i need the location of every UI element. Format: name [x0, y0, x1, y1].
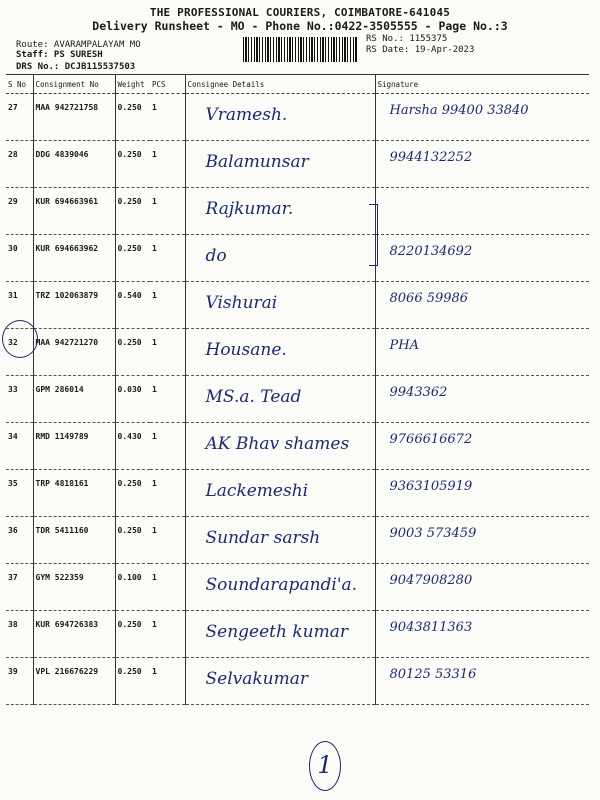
- cell-weight: [115, 611, 150, 658]
- table-row: [6, 235, 589, 282]
- cell-consignee-text: Rajkumar.: [205, 199, 294, 219]
- cell-pcs: [150, 517, 185, 564]
- cell-weight: [115, 235, 150, 282]
- page-title: THE PROFESSIONAL COURIERS, COIMBATORE-641045: [149, 6, 451, 19]
- cell-sno-text: 28: [8, 150, 18, 159]
- cell-sno: [6, 658, 33, 705]
- cell-pcs: [150, 329, 185, 376]
- cell-signature: [375, 282, 589, 329]
- cell-consignment-no-text: KUR 694663962: [35, 244, 99, 253]
- cell-consignee: [185, 188, 375, 235]
- cell-pcs-text: 1: [152, 103, 157, 112]
- cell-weight-text: 0.250: [117, 103, 142, 112]
- cell-weight: [115, 188, 150, 235]
- cell-consignee-text: Selvakumar: [205, 669, 309, 689]
- table-row: [6, 470, 589, 517]
- cell-consignee: [185, 94, 375, 141]
- cell-consignment-no-text: RMD 1149789: [35, 432, 89, 441]
- cell-consignee-text: Lackemeshi: [205, 481, 309, 501]
- cell-consignee: [185, 141, 375, 188]
- cell-signature-text: 9003 573459: [389, 526, 477, 541]
- cell-consignee-text: Sundar sarsh: [205, 528, 321, 548]
- cell-consignment-no-text: VPL 216676229: [35, 667, 99, 676]
- cell-weight-text: 0.250: [117, 244, 142, 253]
- table-row: [6, 376, 589, 423]
- cell-pcs: [150, 564, 185, 611]
- cell-signature: [375, 235, 589, 282]
- cell-sno: [6, 376, 33, 423]
- cell-pcs: [150, 141, 185, 188]
- cell-weight-text: 0.250: [117, 667, 142, 676]
- cell-pcs: [150, 235, 185, 282]
- cell-weight: [115, 423, 150, 470]
- table-header: [6, 75, 589, 94]
- cell-weight: [115, 376, 150, 423]
- bracket-mark: [369, 204, 378, 266]
- cell-consignee-text: Vishurai: [205, 293, 278, 313]
- cell-pcs-text: 1: [152, 244, 157, 253]
- cell-sno-text: 27: [8, 103, 18, 112]
- cell-pcs: [150, 470, 185, 517]
- cell-sno: [6, 188, 33, 235]
- cell-consignee: [185, 517, 375, 564]
- cell-pcs: [150, 423, 185, 470]
- cell-signature-text: 8220134692: [389, 244, 473, 259]
- cell-consignment-no: [33, 564, 115, 611]
- cell-signature-text: 9766616672: [389, 432, 473, 447]
- cell-pcs-text: 1: [152, 197, 157, 206]
- cell-pcs-text: 1: [152, 667, 157, 676]
- cell-sno-text: 30: [8, 244, 18, 253]
- cell-sno-text: 39: [8, 667, 18, 676]
- cell-consignee: [185, 235, 375, 282]
- cell-sno-text: 37: [8, 573, 18, 582]
- cell-pcs-text: 1: [152, 620, 157, 629]
- cell-consignment-no: [33, 188, 115, 235]
- cell-pcs: [150, 611, 185, 658]
- cell-sno: [6, 470, 33, 517]
- cell-weight-text: 0.100: [117, 573, 142, 582]
- cell-consignment-no: [33, 517, 115, 564]
- cell-pcs: [150, 658, 185, 705]
- table-row: [6, 517, 589, 564]
- rs-number: RS No.: 1155375: [366, 34, 448, 44]
- cell-signature: [375, 329, 589, 376]
- cell-signature-text: 9363105919: [389, 479, 473, 494]
- cell-signature: [375, 470, 589, 517]
- cell-weight-text: 0.250: [117, 620, 142, 629]
- cell-signature-text: 9943362: [389, 385, 448, 400]
- cell-sno: [6, 94, 33, 141]
- cell-consignee: [185, 658, 375, 705]
- col-signature: Signature: [375, 75, 589, 94]
- cell-pcs: [150, 94, 185, 141]
- cell-pcs-text: 1: [152, 385, 157, 394]
- cell-weight-text: 0.430: [117, 432, 142, 441]
- route-label: Route: AVARAMPALAYAM MO: [16, 40, 141, 50]
- cell-consignment-no-text: TRZ 102063879: [35, 291, 99, 300]
- cell-weight-text: 0.250: [117, 479, 142, 488]
- cell-signature: [375, 376, 589, 423]
- cell-consignee-text: do: [205, 246, 227, 266]
- cell-weight: [115, 282, 150, 329]
- cell-consignment-no: [33, 658, 115, 705]
- cell-pcs-text: 1: [152, 526, 157, 535]
- cell-signature: [375, 611, 589, 658]
- cell-consignment-no: [33, 376, 115, 423]
- cell-pcs-text: 1: [152, 432, 157, 441]
- cell-weight-text: 0.030: [117, 385, 142, 394]
- cell-sno-text: 36: [8, 526, 18, 535]
- cell-pcs-text: 1: [152, 291, 157, 300]
- runsheet-subtitle: Delivery Runsheet - MO - Phone No.:0422-3505555 - Page No.:3: [92, 19, 508, 33]
- cell-weight-text: 0.250: [117, 197, 142, 206]
- cell-consignee-text: Balamunsar: [205, 152, 309, 172]
- cell-signature-text: 80125 53316: [389, 667, 477, 682]
- cell-weight: [115, 658, 150, 705]
- cell-weight-text: 0.250: [117, 338, 142, 347]
- table-row: [6, 611, 589, 658]
- cell-pcs: [150, 376, 185, 423]
- cell-signature-text: 8066 59986: [389, 291, 469, 306]
- col-consignee: Consignee Details: [185, 75, 375, 94]
- cell-weight: [115, 470, 150, 517]
- col-sno: S No: [6, 75, 33, 94]
- cell-sno: [6, 235, 33, 282]
- cell-consignment-no: [33, 94, 115, 141]
- table-row: [6, 329, 589, 376]
- cell-sno-text: 38: [8, 620, 18, 629]
- cell-consignment-no: [33, 141, 115, 188]
- cell-consignee-text: Housane.: [205, 340, 287, 360]
- table-row: [6, 188, 589, 235]
- cell-consignee-text: Vramesh.: [205, 105, 288, 125]
- cell-signature: [375, 188, 589, 235]
- cell-consignee: [185, 329, 375, 376]
- cell-consignee: [185, 564, 375, 611]
- cell-consignee: [185, 611, 375, 658]
- cell-pcs-text: 1: [152, 573, 157, 582]
- col-pcs: PCS: [150, 75, 185, 94]
- barcode: [243, 37, 358, 62]
- cell-consignment-no: [33, 423, 115, 470]
- table-row: [6, 94, 589, 141]
- cell-sno-text: 29: [8, 197, 18, 206]
- table-row: [6, 658, 589, 705]
- cell-consignment-no-text: DDG 4839046: [35, 150, 89, 159]
- cell-sno: [6, 141, 33, 188]
- cell-weight: [115, 517, 150, 564]
- staff-label: Staff: PS SURESH: [16, 50, 103, 60]
- cell-weight: [115, 329, 150, 376]
- cell-consignee: [185, 282, 375, 329]
- cell-signature-text: Harsha 99400 33840: [389, 103, 529, 118]
- cell-consignment-no-text: GPM 286014: [35, 385, 84, 394]
- cell-weight-text: 0.540: [117, 291, 142, 300]
- cell-pcs-text: 1: [152, 479, 157, 488]
- table-row: [6, 564, 589, 611]
- cell-pcs-text: 1: [152, 150, 157, 159]
- cell-consignee: [185, 423, 375, 470]
- cell-pcs: [150, 282, 185, 329]
- cell-consignee-text: Sengeeth kumar: [205, 622, 348, 642]
- cell-signature-text: 9944132252: [389, 150, 473, 165]
- cell-sno: [6, 517, 33, 564]
- cell-pcs-text: 1: [152, 338, 157, 347]
- cell-consignment-no-text: TRP 4818161: [35, 479, 89, 488]
- cell-sno-text: 33: [8, 385, 18, 394]
- cell-signature-text: 9043811363: [389, 620, 473, 635]
- cell-sno-text: 34: [8, 432, 18, 441]
- cell-signature: [375, 517, 589, 564]
- cell-weight-text: 0.250: [117, 150, 142, 159]
- cell-signature-text: PHA: [389, 338, 419, 353]
- cell-sno: [6, 564, 33, 611]
- cell-consignment-no-text: TDR 5411160: [35, 526, 89, 535]
- cell-sno-text: 32: [8, 338, 18, 347]
- cell-weight: [115, 141, 150, 188]
- cell-consignment-no: [33, 470, 115, 517]
- cell-consignment-no-text: GYM 522359: [35, 573, 84, 582]
- table-row: [6, 282, 589, 329]
- cell-consignment-no: [33, 329, 115, 376]
- col-weight: Weight: [115, 75, 150, 94]
- col-consignment: Consignment No: [33, 75, 115, 94]
- drs-number: DRS No.: DCJB115537503: [16, 62, 136, 72]
- row-circle-mark: [2, 320, 38, 358]
- cell-signature: [375, 423, 589, 470]
- cell-sno-text: 35: [8, 479, 18, 488]
- cell-consignee-text: AK Bhav shames: [205, 434, 350, 454]
- cell-sno: [6, 611, 33, 658]
- cell-consignee-text: MS.a. Tead: [205, 387, 302, 407]
- cell-consignment-no-text: MAA 942721270: [35, 338, 99, 347]
- cell-signature: [375, 658, 589, 705]
- cell-consignee: [185, 376, 375, 423]
- page-number-mark: 1: [309, 741, 341, 791]
- cell-consignment-no-text: MAA 942721758: [35, 103, 99, 112]
- cell-signature: [375, 564, 589, 611]
- table-row: [6, 141, 589, 188]
- cell-weight: [115, 94, 150, 141]
- cell-weight: [115, 564, 150, 611]
- cell-consignment-no-text: KUR 694663961: [35, 197, 99, 206]
- cell-pcs: [150, 188, 185, 235]
- cell-weight-text: 0.250: [117, 526, 142, 535]
- rs-date: RS Date: 19-Apr-2023: [366, 45, 475, 55]
- cell-consignment-no-text: KUR 694726383: [35, 620, 99, 629]
- cell-consignment-no: [33, 611, 115, 658]
- cell-consignee: [185, 470, 375, 517]
- cell-consignment-no: [33, 282, 115, 329]
- runsheet-table: [6, 74, 589, 705]
- cell-signature: [375, 141, 589, 188]
- cell-signature-text: 9047908280: [389, 573, 473, 588]
- cell-signature: [375, 94, 589, 141]
- cell-sno-text: 31: [8, 291, 18, 300]
- cell-consignee-text: Soundarapandi'a.: [205, 575, 358, 595]
- cell-sno: [6, 423, 33, 470]
- cell-consignment-no: [33, 235, 115, 282]
- table-row: [6, 423, 589, 470]
